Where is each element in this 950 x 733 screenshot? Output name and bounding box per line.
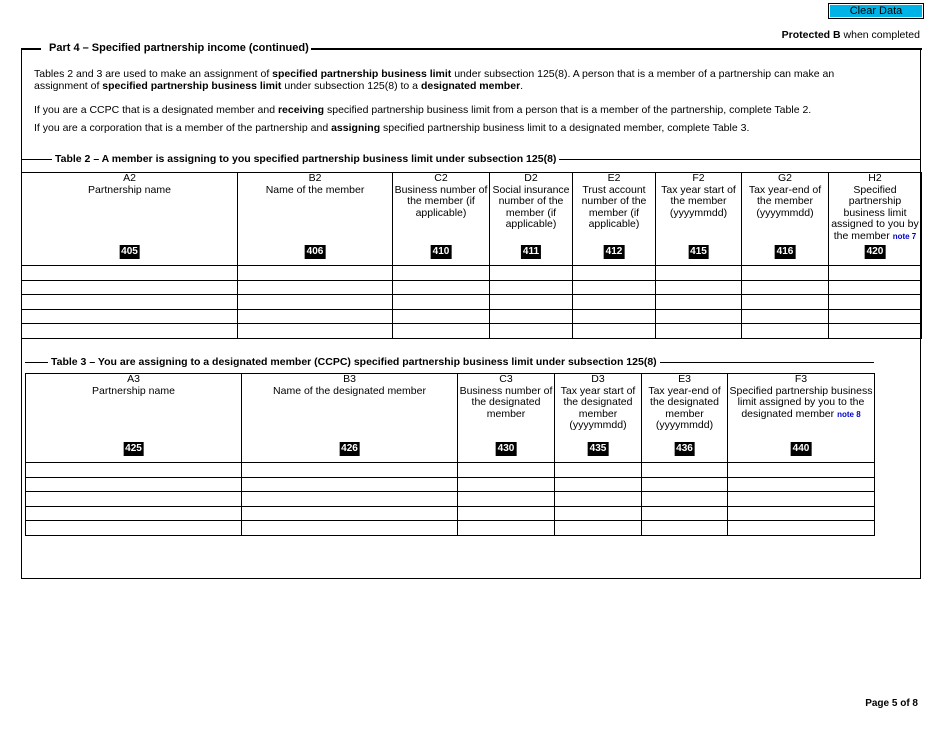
field-code-406: 406 <box>306 246 324 257</box>
input-cell[interactable] <box>393 295 490 310</box>
input-cell[interactable] <box>242 492 458 507</box>
note-8-link[interactable]: note 8 <box>837 409 861 419</box>
input-cell[interactable] <box>458 463 555 478</box>
note-7-link[interactable]: note 7 <box>892 231 917 241</box>
input-cell[interactable] <box>573 324 656 339</box>
input-cell[interactable] <box>490 295 573 310</box>
table-2-header-f2: F2 Tax year start of the member (yyyymmdd) 415 <box>656 173 742 266</box>
input-cell[interactable] <box>242 521 458 536</box>
input-cell[interactable] <box>393 324 490 339</box>
input-cell[interactable] <box>728 477 875 492</box>
input-cell[interactable] <box>555 521 642 536</box>
input-cell[interactable] <box>26 463 242 478</box>
input-cell[interactable] <box>242 506 458 521</box>
table-row <box>22 309 922 324</box>
clear-data-button[interactable]: Clear Data <box>828 3 924 19</box>
input-cell[interactable] <box>728 463 875 478</box>
table-row <box>26 463 875 478</box>
field-code-430: 430 <box>497 443 515 454</box>
field-code-435: 435 <box>589 443 607 454</box>
table-2-header-e2: E2 Trust account number of the member (if applicable) 412 <box>573 173 656 266</box>
input-cell[interactable] <box>555 463 642 478</box>
input-cell[interactable] <box>573 266 656 281</box>
table-row <box>26 506 875 521</box>
table-2-header-a2: A2 Partnership name 405 <box>22 173 238 266</box>
table-3-header-a3: A3 Partnership name 425 <box>26 374 242 463</box>
table-3-header-b3: B3 Name of the designated member 426 <box>242 374 458 463</box>
input-cell[interactable] <box>555 506 642 521</box>
input-cell[interactable] <box>22 266 238 281</box>
input-cell[interactable] <box>22 295 238 310</box>
input-cell[interactable] <box>26 521 242 536</box>
page-number: Page 5 of 8 <box>865 698 918 709</box>
input-cell[interactable] <box>742 266 829 281</box>
input-cell[interactable] <box>573 295 656 310</box>
field-code-420: 420 <box>866 246 884 257</box>
field-code-405: 405 <box>121 246 138 257</box>
input-cell[interactable] <box>728 506 875 521</box>
table-row <box>22 266 922 281</box>
input-cell[interactable] <box>829 324 922 339</box>
table-2 <box>21 172 922 339</box>
input-cell[interactable] <box>26 477 242 492</box>
field-code-426: 426 <box>341 443 358 454</box>
input-cell[interactable] <box>829 266 922 281</box>
field-code-416: 416 <box>776 246 794 257</box>
input-cell[interactable] <box>22 324 238 339</box>
input-cell[interactable] <box>642 492 728 507</box>
input-cell[interactable] <box>656 309 742 324</box>
input-cell[interactable] <box>742 280 829 295</box>
input-cell[interactable] <box>656 280 742 295</box>
input-cell[interactable] <box>555 492 642 507</box>
table-3-header-f3: F3 Specified partnership business limit assigned by you to the designated member $^{note 8}$ 440 <box>728 374 875 463</box>
intro-paragraph-3: If you are a corporation that is a member of the partnership and assigning specified partnership business limit to a designated member, complete Table 3. <box>34 122 750 134</box>
table-3-header-d3: D3 Tax year start of the designated member (yyyymmdd) 435 <box>555 374 642 463</box>
table-row <box>26 521 875 536</box>
table-2-header-h2: H2 Specified partnership business limit assigned to you by the member $^{note 7}$ 420 <box>829 173 922 266</box>
input-cell[interactable] <box>642 506 728 521</box>
field-code-436: 436 <box>676 443 693 454</box>
intro-paragraph-2: If you are a CCPC that is a designated member and receiving specified partnership business limit from a person that is a member of the partnership, complete Table 2. <box>34 104 812 116</box>
input-cell[interactable] <box>742 309 829 324</box>
input-cell[interactable] <box>238 295 393 310</box>
part-4-rule-left <box>21 48 41 50</box>
input-cell[interactable] <box>458 477 555 492</box>
table-row <box>22 280 922 295</box>
input-cell[interactable] <box>458 506 555 521</box>
table-2-header-d2: D2 Social insurance number of the member (if applicable) 411 <box>490 173 573 266</box>
input-cell[interactable] <box>642 477 728 492</box>
input-cell[interactable] <box>26 506 242 521</box>
input-cell[interactable] <box>393 309 490 324</box>
input-cell[interactable] <box>656 324 742 339</box>
table-row <box>26 477 875 492</box>
input-cell[interactable] <box>490 324 573 339</box>
protected-notice: Protected B when completed <box>781 29 920 41</box>
input-cell[interactable] <box>573 280 656 295</box>
field-code-415: 415 <box>690 246 707 257</box>
input-cell[interactable] <box>490 266 573 281</box>
input-cell[interactable] <box>742 324 829 339</box>
field-code-410: 410 <box>432 246 450 257</box>
table-3-header-e3: E3 Tax year-end of the designated member (yyyymmdd) 436 <box>642 374 728 463</box>
intro-paragraph-1: Tables 2 and 3 are used to make an assignment of specified partnership business limit under subsection 125(8). A person that is a member of a partnership can make an assignment of specified partnership business limit under subsection 125(8) to a designated member. <box>34 68 835 92</box>
table-2-header-b2: B2 Name of the member 406 <box>238 173 393 266</box>
input-cell[interactable] <box>728 492 875 507</box>
input-cell[interactable] <box>22 309 238 324</box>
field-code-411: 411 <box>522 246 540 257</box>
table-row <box>22 295 922 310</box>
input-cell[interactable] <box>26 492 242 507</box>
table-3 <box>25 373 875 536</box>
input-cell[interactable] <box>656 266 742 281</box>
input-cell[interactable] <box>490 309 573 324</box>
input-cell[interactable] <box>829 280 922 295</box>
input-cell[interactable] <box>22 280 238 295</box>
input-cell[interactable] <box>555 477 642 492</box>
input-cell[interactable] <box>490 280 573 295</box>
input-cell[interactable] <box>829 295 922 310</box>
input-cell[interactable] <box>829 309 922 324</box>
input-cell[interactable] <box>242 477 458 492</box>
table-3-title: Table 3 – You are assigning to a designated member (CCPC) specified partnership business limit under subsection 125(8) <box>48 356 660 368</box>
field-code-440: 440 <box>792 443 810 454</box>
input-cell[interactable] <box>238 309 393 324</box>
table-2-title: Table 2 – A member is assigning to you specified partnership business limit under subsection 125(8) <box>52 153 559 165</box>
input-cell[interactable] <box>242 463 458 478</box>
input-cell[interactable] <box>238 266 393 281</box>
input-cell[interactable] <box>656 295 742 310</box>
table-row <box>22 324 922 339</box>
input-cell[interactable] <box>642 521 728 536</box>
table-row <box>26 492 875 507</box>
table-3-header-c3: C3 Business number of the designated member 430 <box>458 374 555 463</box>
input-cell[interactable] <box>393 280 490 295</box>
part-4-title: Part 4 – Specified partnership income (continued) <box>49 42 309 54</box>
table-2-header-c2: C2 Business number of the member (if applicable) 410 <box>393 173 490 266</box>
input-cell[interactable] <box>238 280 393 295</box>
input-cell[interactable] <box>393 266 490 281</box>
field-code-412: 412 <box>605 246 623 257</box>
input-cell[interactable] <box>458 521 555 536</box>
field-code-425: 425 <box>125 443 142 454</box>
input-cell[interactable] <box>458 492 555 507</box>
input-cell[interactable] <box>573 309 656 324</box>
input-cell[interactable] <box>642 463 728 478</box>
input-cell[interactable] <box>238 324 393 339</box>
input-cell[interactable] <box>742 295 829 310</box>
part-4-rule-right <box>310 48 922 50</box>
input-cell[interactable] <box>728 521 875 536</box>
table-2-header-g2: G2 Tax year-end of the member (yyyymmdd) 416 <box>742 173 829 266</box>
